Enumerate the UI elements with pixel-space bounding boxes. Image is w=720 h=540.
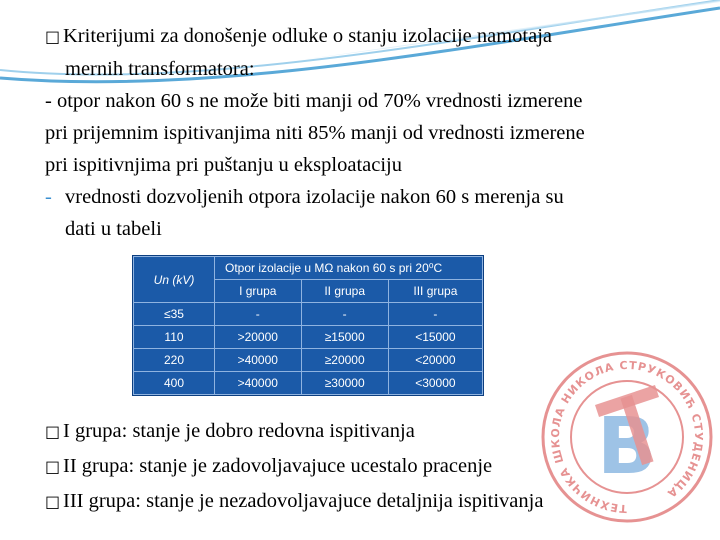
table-cell: 110	[134, 326, 215, 349]
table-cell: -	[301, 303, 388, 326]
criterion-1-line-2: pri prijemnim ispitivanjima niti 85% manji od vrednosti izmerene	[45, 122, 585, 144]
school-seal-logo	[535, 345, 720, 525]
criterion-2-line-2: dati u tabeli	[65, 218, 162, 240]
group-legend	[45, 414, 543, 519]
insulation-table	[133, 256, 483, 395]
header-voltage: Un (kV)	[134, 257, 215, 303]
group-3-line: □ III grupa: stanje je nezadovoljavajuce detaljnija ispitivanja	[45, 484, 543, 519]
seal-ring-text: ТЕХНИЧКА ШКОЛА НИКОЛА СТРУКОВИЋ СТУДЕНИЦА	[548, 358, 706, 516]
header-group-2: II grupa	[301, 280, 388, 303]
table-cell: ≥30000	[301, 372, 388, 395]
table-cell: >20000	[215, 326, 302, 349]
table-cell: ≤35	[134, 303, 215, 326]
bullet-glyph: □	[45, 457, 61, 476]
table-cell: -	[388, 303, 482, 326]
title-line-2: mernih transformatora:	[65, 58, 255, 80]
header-group-3: III grupa	[388, 280, 482, 303]
bullet-glyph: □	[45, 492, 61, 511]
intro-text-block	[45, 20, 705, 245]
table-cell: -	[215, 303, 302, 326]
table-cell: ≥20000	[301, 349, 388, 372]
title-line-1: □ Kriterijumi za donošenje odluke o stanju izolacije namotaja	[45, 20, 705, 53]
criterion-2-line-1: - vrednosti dozvoljenih otpora izolacije nakon 60 s merenja su	[45, 181, 705, 213]
criterion-1-line-3: pri ispitivnjima pri puštanju u eksploataciju	[45, 154, 402, 176]
table-row	[134, 372, 483, 395]
table-cell: >40000	[215, 372, 302, 395]
table-cell: 400	[134, 372, 215, 395]
header-group-1: I grupa	[215, 280, 302, 303]
table-cell: >40000	[215, 349, 302, 372]
table-cell: <15000	[388, 326, 482, 349]
table-cell: <30000	[388, 372, 482, 395]
dash-bullet: -	[45, 186, 52, 208]
bullet-glyph: □	[45, 422, 61, 441]
svg-text:B: B	[597, 402, 657, 492]
table-row	[134, 349, 483, 372]
table-cell: ≥15000	[301, 326, 388, 349]
table-cell: <20000	[388, 349, 482, 372]
table-row	[134, 303, 483, 326]
header-resistance: Otpor izolacije u MΩ nakon 60 s pri 20⁰C	[215, 257, 483, 280]
group-2-line: □ II grupa: stanje je zadovoljavajuce ucestalo pracenje	[45, 449, 543, 484]
bullet-glyph: □	[45, 27, 61, 46]
group-1-line: □ I grupa: stanje je dobro redovna ispitivanja	[45, 414, 543, 449]
table-row	[134, 326, 483, 349]
criterion-1-line-1: - otpor nakon 60 s ne može biti manji od 70% vrednosti izmerene	[45, 90, 583, 112]
table-cell: 220	[134, 349, 215, 372]
